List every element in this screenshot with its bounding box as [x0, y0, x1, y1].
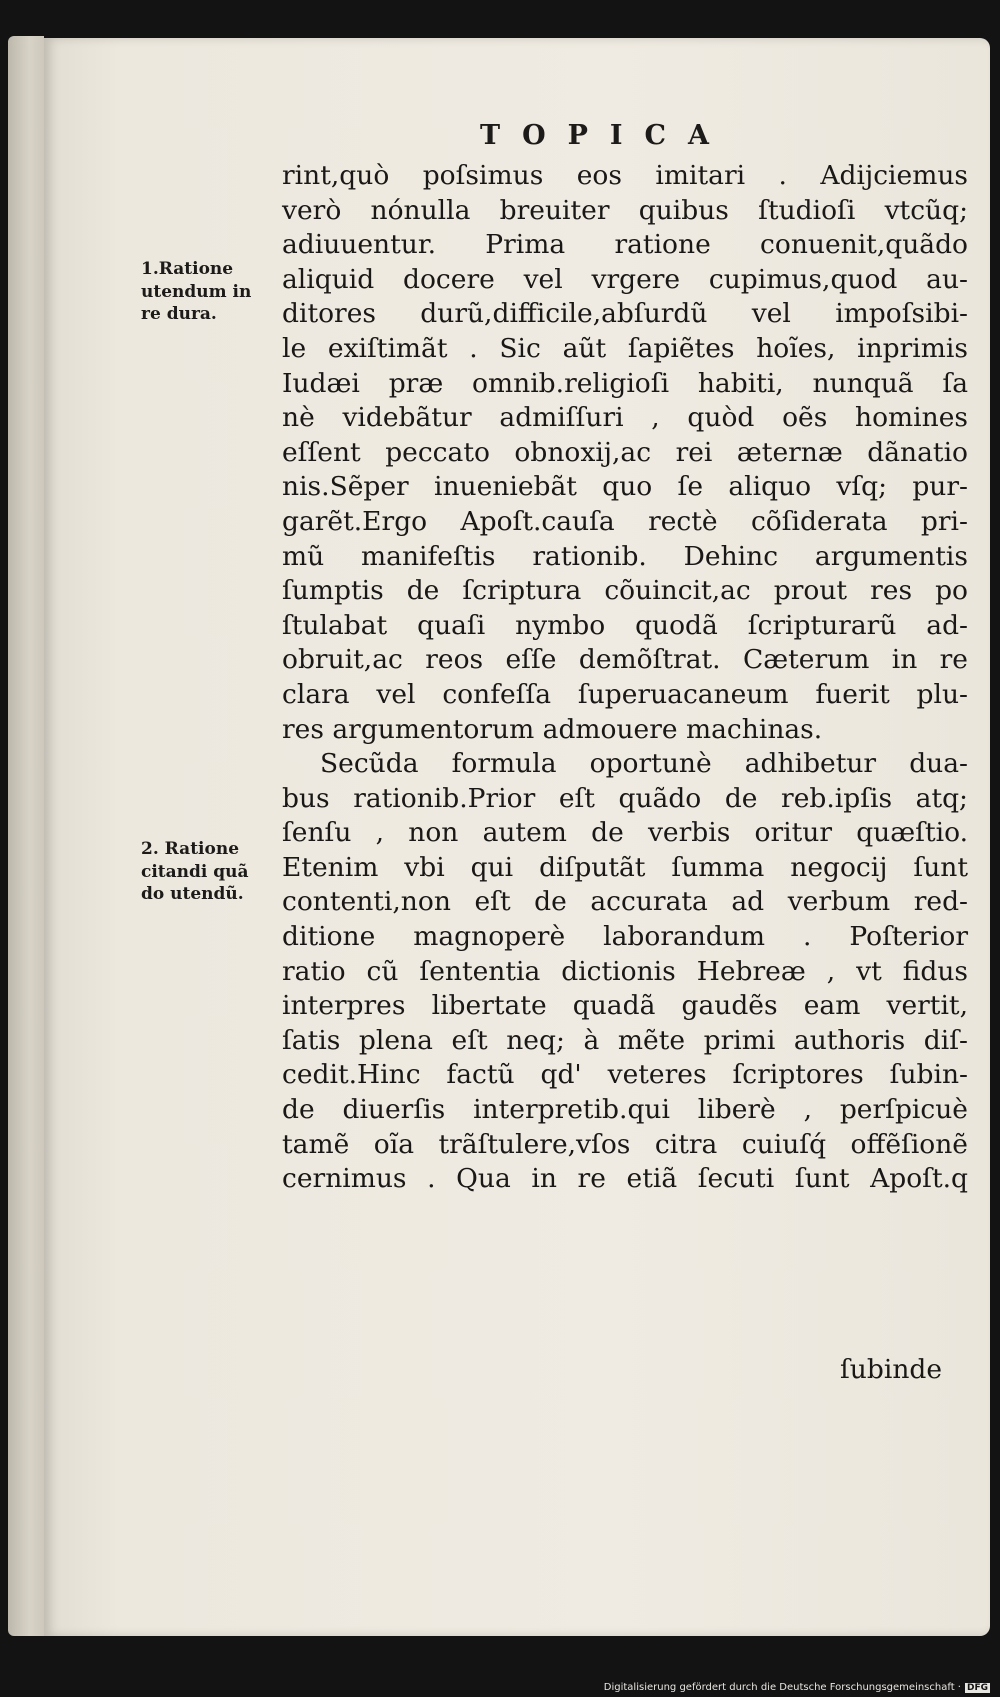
book-binding-edge — [8, 36, 44, 1636]
text-line: Iudæi præ omnib.religioſi habiti, nunquã ſa — [282, 367, 968, 399]
text-line: Secũda formula oportunè adhibetur dua- — [320, 748, 968, 780]
text-line: le exiſtimãt . Sic aũt ſapiẽtes hoĩes, inprimis — [282, 332, 968, 364]
text-line: nè videbãtur admiſſuri , quòd oẽs homines — [282, 402, 968, 434]
text-line: res argumentorum admouere machinas. — [282, 713, 823, 745]
text-line: bus rationib.Prior eſt quãdo de reb.ipſis atq; — [282, 782, 968, 814]
digitization-credit — [604, 1682, 990, 1693]
text-line: ſenſu , non autem de verbis oritur quæſtio. — [282, 817, 968, 849]
footer-text: Digitalisierung gefördert durch die Deutsche Forschungsgemeinschaft · — [603, 1682, 961, 1693]
text-line: eſſent peccato obnoxij,ac rei æternæ dãnatio — [282, 436, 968, 468]
main-text-block — [282, 159, 968, 1197]
margin-note-line: citandi quã — [141, 861, 249, 882]
text-line: contenti,non eſt de accurata ad verbum red- — [282, 886, 968, 918]
catchword: ſubinde — [840, 1354, 943, 1385]
text-line: rint,quò poſsimus eos imitari . Adijciemus — [282, 160, 968, 191]
margin-note-line: 1.Ratione — [141, 259, 234, 279]
margin-note-line: re dura. — [141, 304, 217, 324]
text-line: ratio cũ ſententia dictionis Hebreæ , vt fidus — [282, 955, 968, 987]
text-line: verò nónulla breuiter quibus ſtudioſi vtcũq; — [282, 194, 968, 226]
text-line: de diuerſis interpretib.qui liberè , perſpicuè — [282, 1094, 968, 1126]
margin-note-list — [141, 838, 249, 906]
text-line: cedit.Hinc factũ qd' veteres ſcriptores ſubin- — [282, 1059, 968, 1091]
text-line: clara vel confeſſa ſuperuacaneum fuerit plu- — [282, 678, 968, 710]
text-line: ſatis plena eſt neq; à mẽte primi authoris diſ- — [282, 1024, 968, 1056]
running-header: TOPICA — [480, 120, 731, 151]
text-line: Etenim vbi qui diſputãt ſumma negocij ſunt — [282, 851, 968, 883]
text-line: ditores durũ,difficile,abſurdũ vel impoſsibi- — [282, 298, 968, 330]
text-line: ditione magnoperè laborandum . Poſterior — [282, 921, 968, 953]
text-line: adiuuentur. Prima ratione conuenit,quãdo — [282, 229, 968, 261]
text-line: ſumptis de ſcriptura cõuincit,ac prout res po — [282, 575, 968, 607]
dfg-logo: DFG — [966, 1683, 988, 1693]
text-line: nis.Sẽper inueniebãt quo ſe aliquo vſq; pur- — [282, 471, 968, 503]
text-line: cernimus . Qua in re etiã ſecuti ſunt Apoſt.q — [282, 1163, 968, 1195]
margin-note-line: do utendũ. — [141, 884, 244, 904]
margin-note-line: utendum in — [141, 281, 252, 302]
text-line: tamẽ oĩa trãſtulere,vſos citra cuiuſq́ offẽſionẽ — [282, 1128, 968, 1160]
text-line: mũ manifeſtis rationib. Dehinc argumentis — [282, 540, 968, 572]
text-line: interpres libertate quadã gaudẽs eam vertit, — [282, 990, 968, 1022]
margin-note-list — [141, 258, 251, 326]
margin-note-line: 2. Ratione — [141, 839, 240, 859]
text-line: obruit,ac reos eſſe demõſtrat. Cæterum in re — [282, 644, 968, 676]
text-line: ſtulabat quaſi nymbo quodã ſcripturarũ ad- — [282, 609, 968, 641]
text-line: aliquid docere vel vrgere cupimus,quod au- — [282, 263, 968, 295]
text-line: garẽt.Ergo Apoſt.cauſa rectè cõſiderata pri- — [282, 505, 968, 537]
